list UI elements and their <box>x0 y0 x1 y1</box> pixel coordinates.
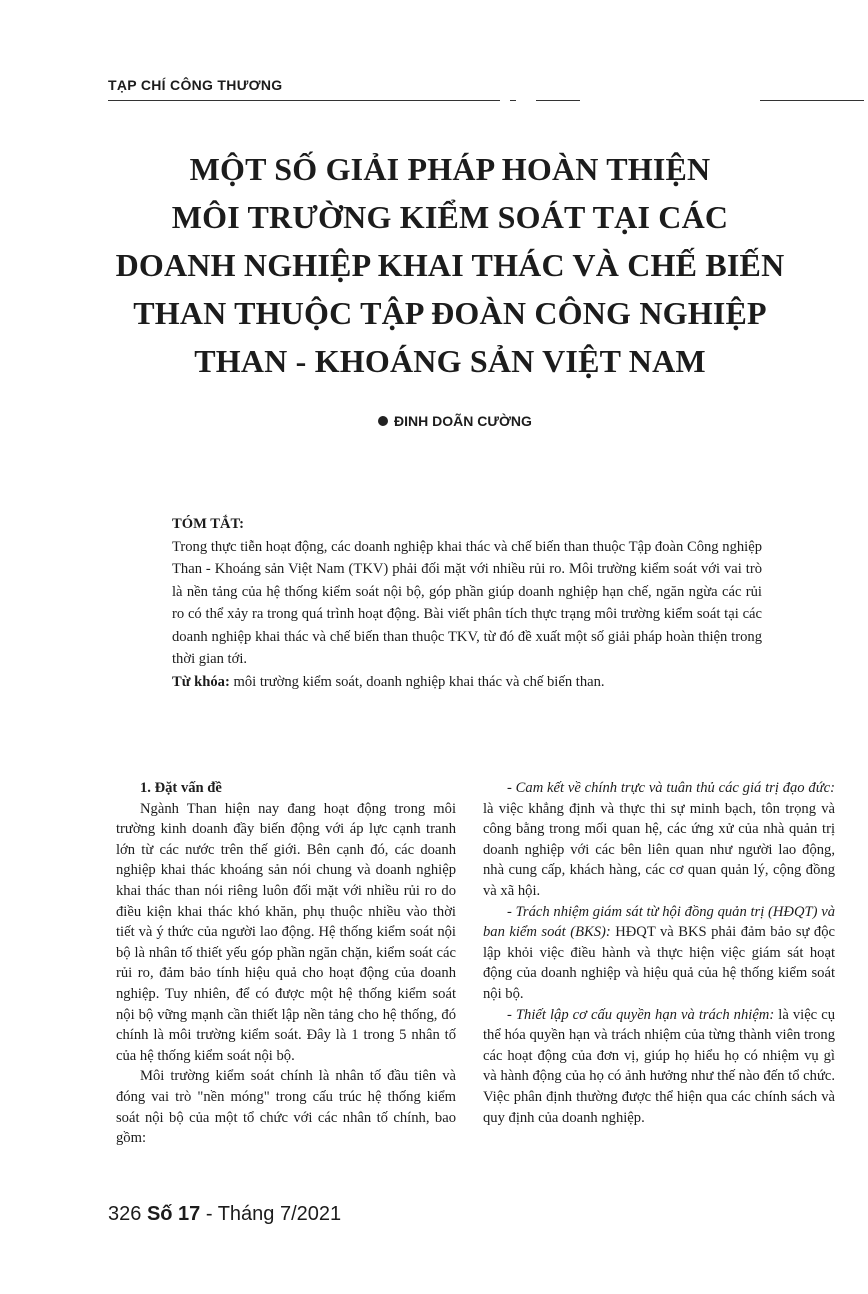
paragraph: Môi trường kiểm soát chính là nhân tố đầu tiên và đóng vai trò "nền móng" trong cấu trúc hệ thống kiểm soát nội bộ của một tổ chức với các nhân tố chính, bao gồm: <box>116 1068 456 1147</box>
list-item-label: - Trách nhiệm giám sát từ hội đồng quản trị (HĐQT) và ban kiểm soát (BKS): <box>483 903 835 941</box>
title-line: MỘT SỐ GIẢI PHÁP HOÀN THIỆN <box>189 151 711 187</box>
abstract <box>172 513 762 693</box>
title-line: THAN - KHOÁNG SẢN VIỆT NAM <box>194 343 706 379</box>
header-rule-segment <box>510 100 516 101</box>
left-column <box>116 778 456 1149</box>
list-item-label: - Cam kết về chính trực và tuân thủ các giá trị đạo đức: <box>507 780 835 796</box>
issue-date: - Tháng 7/2021 <box>205 1203 342 1225</box>
section-heading: 1. Đặt vấn đề <box>140 780 222 796</box>
list-item <box>483 778 835 902</box>
list-item <box>483 902 835 1005</box>
page-number: 326 <box>108 1203 142 1225</box>
list-item-text: HĐQT và BKS phải đảm bảo sự độc lập khỏi việc điều hành và thực hiện việc giám sát hoạt động của doanh nghiệp và hiệu quả của hệ thống kiểm soát nội bộ. <box>483 924 835 1002</box>
list-item <box>483 1005 835 1129</box>
paragraph: Ngành Than hiện nay đang hoạt động trong môi trường kinh doanh đầy biến động với áp lực cạnh tranh lớn từ các nước trên thế giới. Bên cạnh đó, các doanh nghiệp khai thác khoáng sản nói chung và doanh nghiệp khai thác than nói riêng luôn đối mặt với nhiều rủi ro do điều kiện khai thác khó khăn, phụ thuộc nhiều vào thời tiết và ý thức của người lao động. Hệ thống kiểm soát nội bộ là nhân tố thiết yếu góp phần ngăn chặn, kiểm soát các rủi ro, đảm bảo tính hiệu quả cho hoạt động của doanh nghiệp. Tuy nhiên, để có được một hệ thống kiểm soát nội bộ vững mạnh cần thiết lập nền tảng cho hệ thống, đó chính là môi trường kiểm soát. Đây là 1 trong 5 nhân tố của hệ thống kiểm soát nội bộ. <box>116 800 456 1064</box>
journal-name: TẠP CHÍ CÔNG THƯƠNG <box>108 77 283 93</box>
author-name: ĐINH DOÃN CƯỜNG <box>394 413 532 429</box>
keywords <box>172 671 762 694</box>
bullet-icon <box>378 416 388 426</box>
keywords-label: Từ khóa: <box>172 673 230 690</box>
title-line: DOANH NGHIỆP KHAI THÁC VÀ CHẾ BIẾN <box>115 247 785 283</box>
header-rule-segment <box>536 100 580 101</box>
abstract-heading: TÓM TẮT: <box>172 516 245 532</box>
header-rule-segment <box>760 100 864 101</box>
page-footer <box>108 1203 341 1226</box>
abstract-text: Trong thực tiễn hoạt động, các doanh nghiệp khai thác và chế biến than thuộc Tập đoàn Công nghiệp Than - Khoáng sản Việt Nam (TKV) phải đối mặt với nhiều rủi ro. Môi trường kiểm soát với vai trò là nền tảng của hệ thống kiểm soát nội bộ, góp phần giúp doanh nghiệp hạn chế, ngăn ngừa các rủi ro có thể xảy ra trong quá trình hoạt động. Bài viết phân tích thực trạng môi trường kiểm soát tại các doanh nghiệp khai thác và chế biến than thuộc TKV, từ đó đề xuất một số giải pháp hoàn thiện trong thời gian tới. <box>172 538 762 667</box>
list-item-label: - Thiết lập cơ cấu quyền hạn và trách nhiệm: <box>507 1006 775 1023</box>
article-title <box>100 145 800 385</box>
right-column <box>483 778 835 1128</box>
header-rule <box>108 100 500 101</box>
title-line: THAN THUỘC TẬP ĐOÀN CÔNG NGHIỆP <box>133 295 767 331</box>
list-item-text: là việc cụ thể hóa quyền hạn và trách nhiệm của từng thành viên trong các hoạt động của đơn vị, giúp họ hiểu họ có nhiệm vụ gì và hành động của họ có ảnh hưởng như thế nào đến tổ chức. Việc phân định thường được thể hiện qua các chính sách và quy định của doanh nghiệp. <box>483 1006 835 1126</box>
keywords-text: môi trường kiểm soát, doanh nghiệp khai thác và chế biến than. <box>233 673 605 690</box>
issue-number: Số 17 <box>146 1203 201 1225</box>
list-item-text: là việc khẳng định và thực thi sự minh bạch, tôn trọng và công bằng trong mối quan hệ, các ứng xử của nhà quản trị doanh nghiệp với các bên liên quan như người lao động, nhà cung cấp, khách hàng, các cơ quan quản lý, cộng đồng và xã hội. <box>483 800 835 899</box>
author-line <box>378 413 532 429</box>
title-line: MÔI TRƯỜNG KIỂM SOÁT TẠI CÁC <box>171 199 729 235</box>
